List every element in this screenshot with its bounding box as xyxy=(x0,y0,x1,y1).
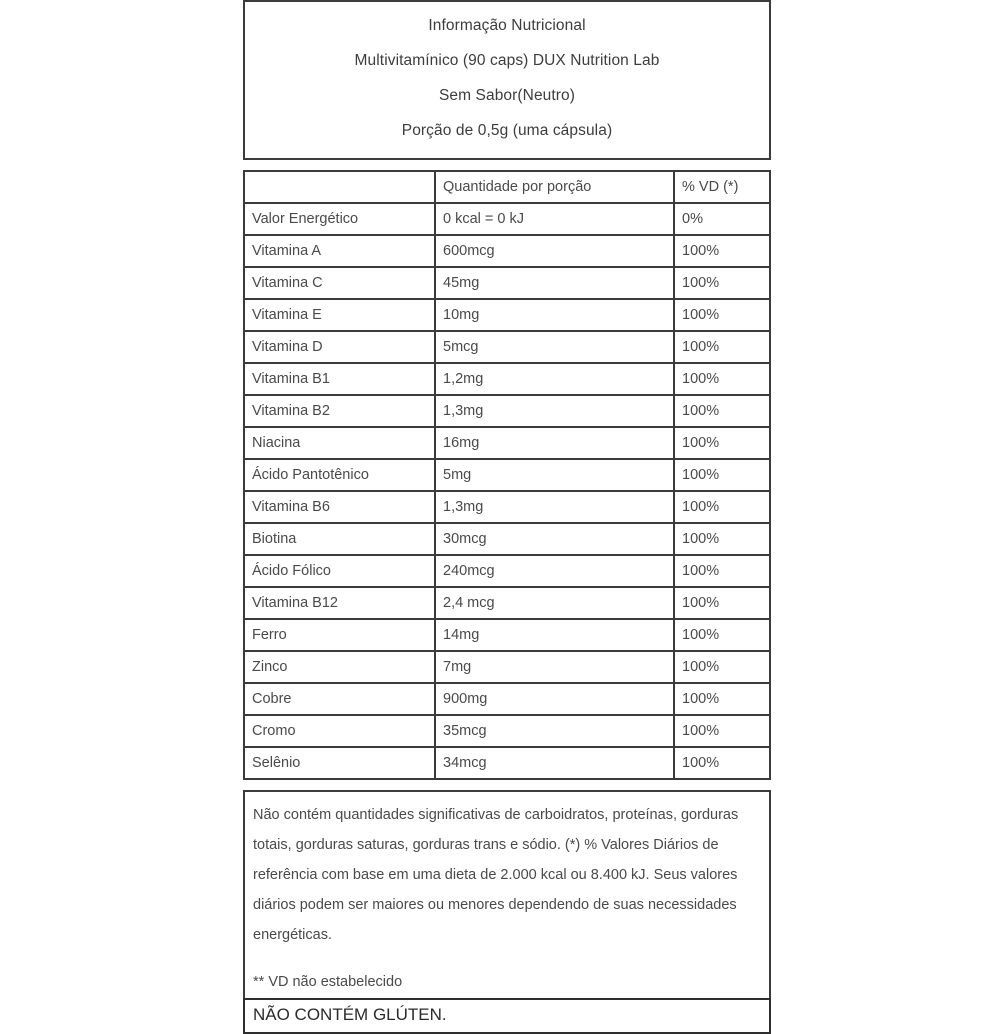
nutrient-name: Vitamina B1 xyxy=(245,363,435,395)
nutrient-vd: 100% xyxy=(674,363,769,395)
nutrient-name: Ácido Pantotênico xyxy=(245,459,435,491)
nutrient-vd: 100% xyxy=(682,755,720,771)
nutrient-name: Vitamina E xyxy=(245,299,435,331)
table-header-row xyxy=(245,172,769,203)
nutrient-amount: 7mg xyxy=(435,651,674,683)
table-row xyxy=(245,427,769,459)
table-row xyxy=(245,747,769,778)
nutrition-table xyxy=(245,172,769,778)
gluten-statement-box xyxy=(243,998,771,1034)
nutrient-amount: 1,3mg xyxy=(435,395,674,427)
nutrient-name: Zinco xyxy=(245,651,435,683)
footnote-spacer xyxy=(253,950,761,972)
nutrient-vd: 100% xyxy=(674,427,769,459)
column-header-vd: % VD (*) xyxy=(674,172,769,203)
nutrient-amount: 35mcg xyxy=(435,715,674,747)
footnote-vd-note: ** VD não estabelecido xyxy=(253,974,403,990)
table-row xyxy=(245,491,769,523)
nutrient-name: Vitamina B6 xyxy=(245,491,435,523)
nutrient-name: Vitamina B2 xyxy=(245,395,435,427)
product-flavor: Sem Sabor(Neutro) xyxy=(438,87,576,104)
nutrient-vd: 100% xyxy=(674,459,769,491)
nutrition-label xyxy=(243,0,771,1034)
table-row xyxy=(245,523,769,555)
nutrient-amount: 16mg xyxy=(435,427,674,459)
nutrient-amount: 600mcg xyxy=(435,235,674,267)
nutrient-amount: 5mg xyxy=(435,459,674,491)
table-row xyxy=(245,331,769,363)
nutrient-name: Vitamina C xyxy=(245,267,435,299)
nutrient-vd: 100% xyxy=(674,267,769,299)
product-name: Multivitamínico (90 caps) DUX Nutrition Lab xyxy=(354,52,660,69)
table-row xyxy=(245,619,769,651)
nutrient-amount: 1,3mg xyxy=(435,491,674,523)
nutrient-vd: 100% xyxy=(674,395,769,427)
table-row xyxy=(245,459,769,491)
serving-size: Porção de 0,5g (uma cápsula) xyxy=(401,122,613,139)
nutrient-amount: 240mcg xyxy=(435,555,674,587)
nutrient-vd: 100% xyxy=(674,619,769,651)
nutrient-name: Vitamina A xyxy=(245,235,435,267)
nutrient-vd: 0% xyxy=(674,203,769,235)
column-header-amount: Quantidade por porção xyxy=(435,172,674,203)
nutrient-amount: 45mg xyxy=(435,267,674,299)
nutrient-name: Cromo xyxy=(245,715,435,747)
nutrient-vd: 100% xyxy=(674,715,769,747)
nutrient-amount: 1,2mg xyxy=(435,363,674,395)
nutrient-amount: 34mcg xyxy=(435,747,674,778)
nutrient-vd: 100% xyxy=(674,683,769,715)
table-row xyxy=(245,267,769,299)
table-row xyxy=(245,683,769,715)
footnote-box xyxy=(243,790,771,1000)
column-header-nutrient xyxy=(245,172,435,203)
table-row xyxy=(245,235,769,267)
table-row xyxy=(245,395,769,427)
nutrient-amount: 5mcg xyxy=(435,331,674,363)
nutrient-amount: 900mg xyxy=(435,683,674,715)
nutrition-table-wrapper xyxy=(243,170,771,780)
nutrient-name: Niacina xyxy=(245,427,435,459)
nutrient-name: Ácido Fólico xyxy=(245,555,435,587)
nutrient-vd: 100% xyxy=(674,651,769,683)
label-title: Informação Nutricional xyxy=(428,17,586,34)
nutrient-vd: 100% xyxy=(674,491,769,523)
nutrient-name: Biotina xyxy=(245,523,435,555)
nutrition-table-body xyxy=(245,172,769,778)
table-row xyxy=(245,203,769,235)
nutrient-name: Valor Energético xyxy=(245,203,435,235)
nutrient-amount: 0 kcal = 0 kJ xyxy=(435,203,674,235)
nutrient-vd: 100% xyxy=(674,587,769,619)
nutrient-amount: 14mg xyxy=(435,619,674,651)
table-row xyxy=(245,555,769,587)
nutrient-name: Vitamina D xyxy=(245,331,435,363)
table-row xyxy=(245,363,769,395)
gluten-statement: NÃO CONTÉM GLÚTEN. xyxy=(253,1005,447,1024)
nutrient-name: Selênio xyxy=(245,747,435,778)
nutrient-name: Ferro xyxy=(245,619,435,651)
nutrient-amount: 2,4 mcg xyxy=(435,587,674,619)
nutrient-vd: 100% xyxy=(674,299,769,331)
table-row xyxy=(245,587,769,619)
nutrient-vd: 100% xyxy=(674,555,769,587)
nutrient-vd: 100% xyxy=(674,523,769,555)
nutrient-vd: 100% xyxy=(674,331,769,363)
nutrient-amount: 10mg xyxy=(435,299,674,331)
nutrient-name: Cobre xyxy=(245,683,435,715)
table-row xyxy=(245,299,769,331)
nutrient-vd: 100% xyxy=(674,235,769,267)
nutrient-amount: 30mcg xyxy=(435,523,674,555)
table-row xyxy=(245,651,769,683)
footnote-paragraph: Não contém quantidades significativas de carboidratos, proteínas, gorduras totais, gorduras saturas, gorduras trans e sódio. (*) % Valores Diários de referência com base em uma dieta de 2.000 kcal ou 8.400 kJ. Seus valores diários podem ser maiores ou menores dependendo de suas necessidades energéticas. xyxy=(253,807,739,943)
table-row xyxy=(245,715,769,747)
nutrient-name: Vitamina B12 xyxy=(245,587,435,619)
label-header-box xyxy=(243,0,771,160)
